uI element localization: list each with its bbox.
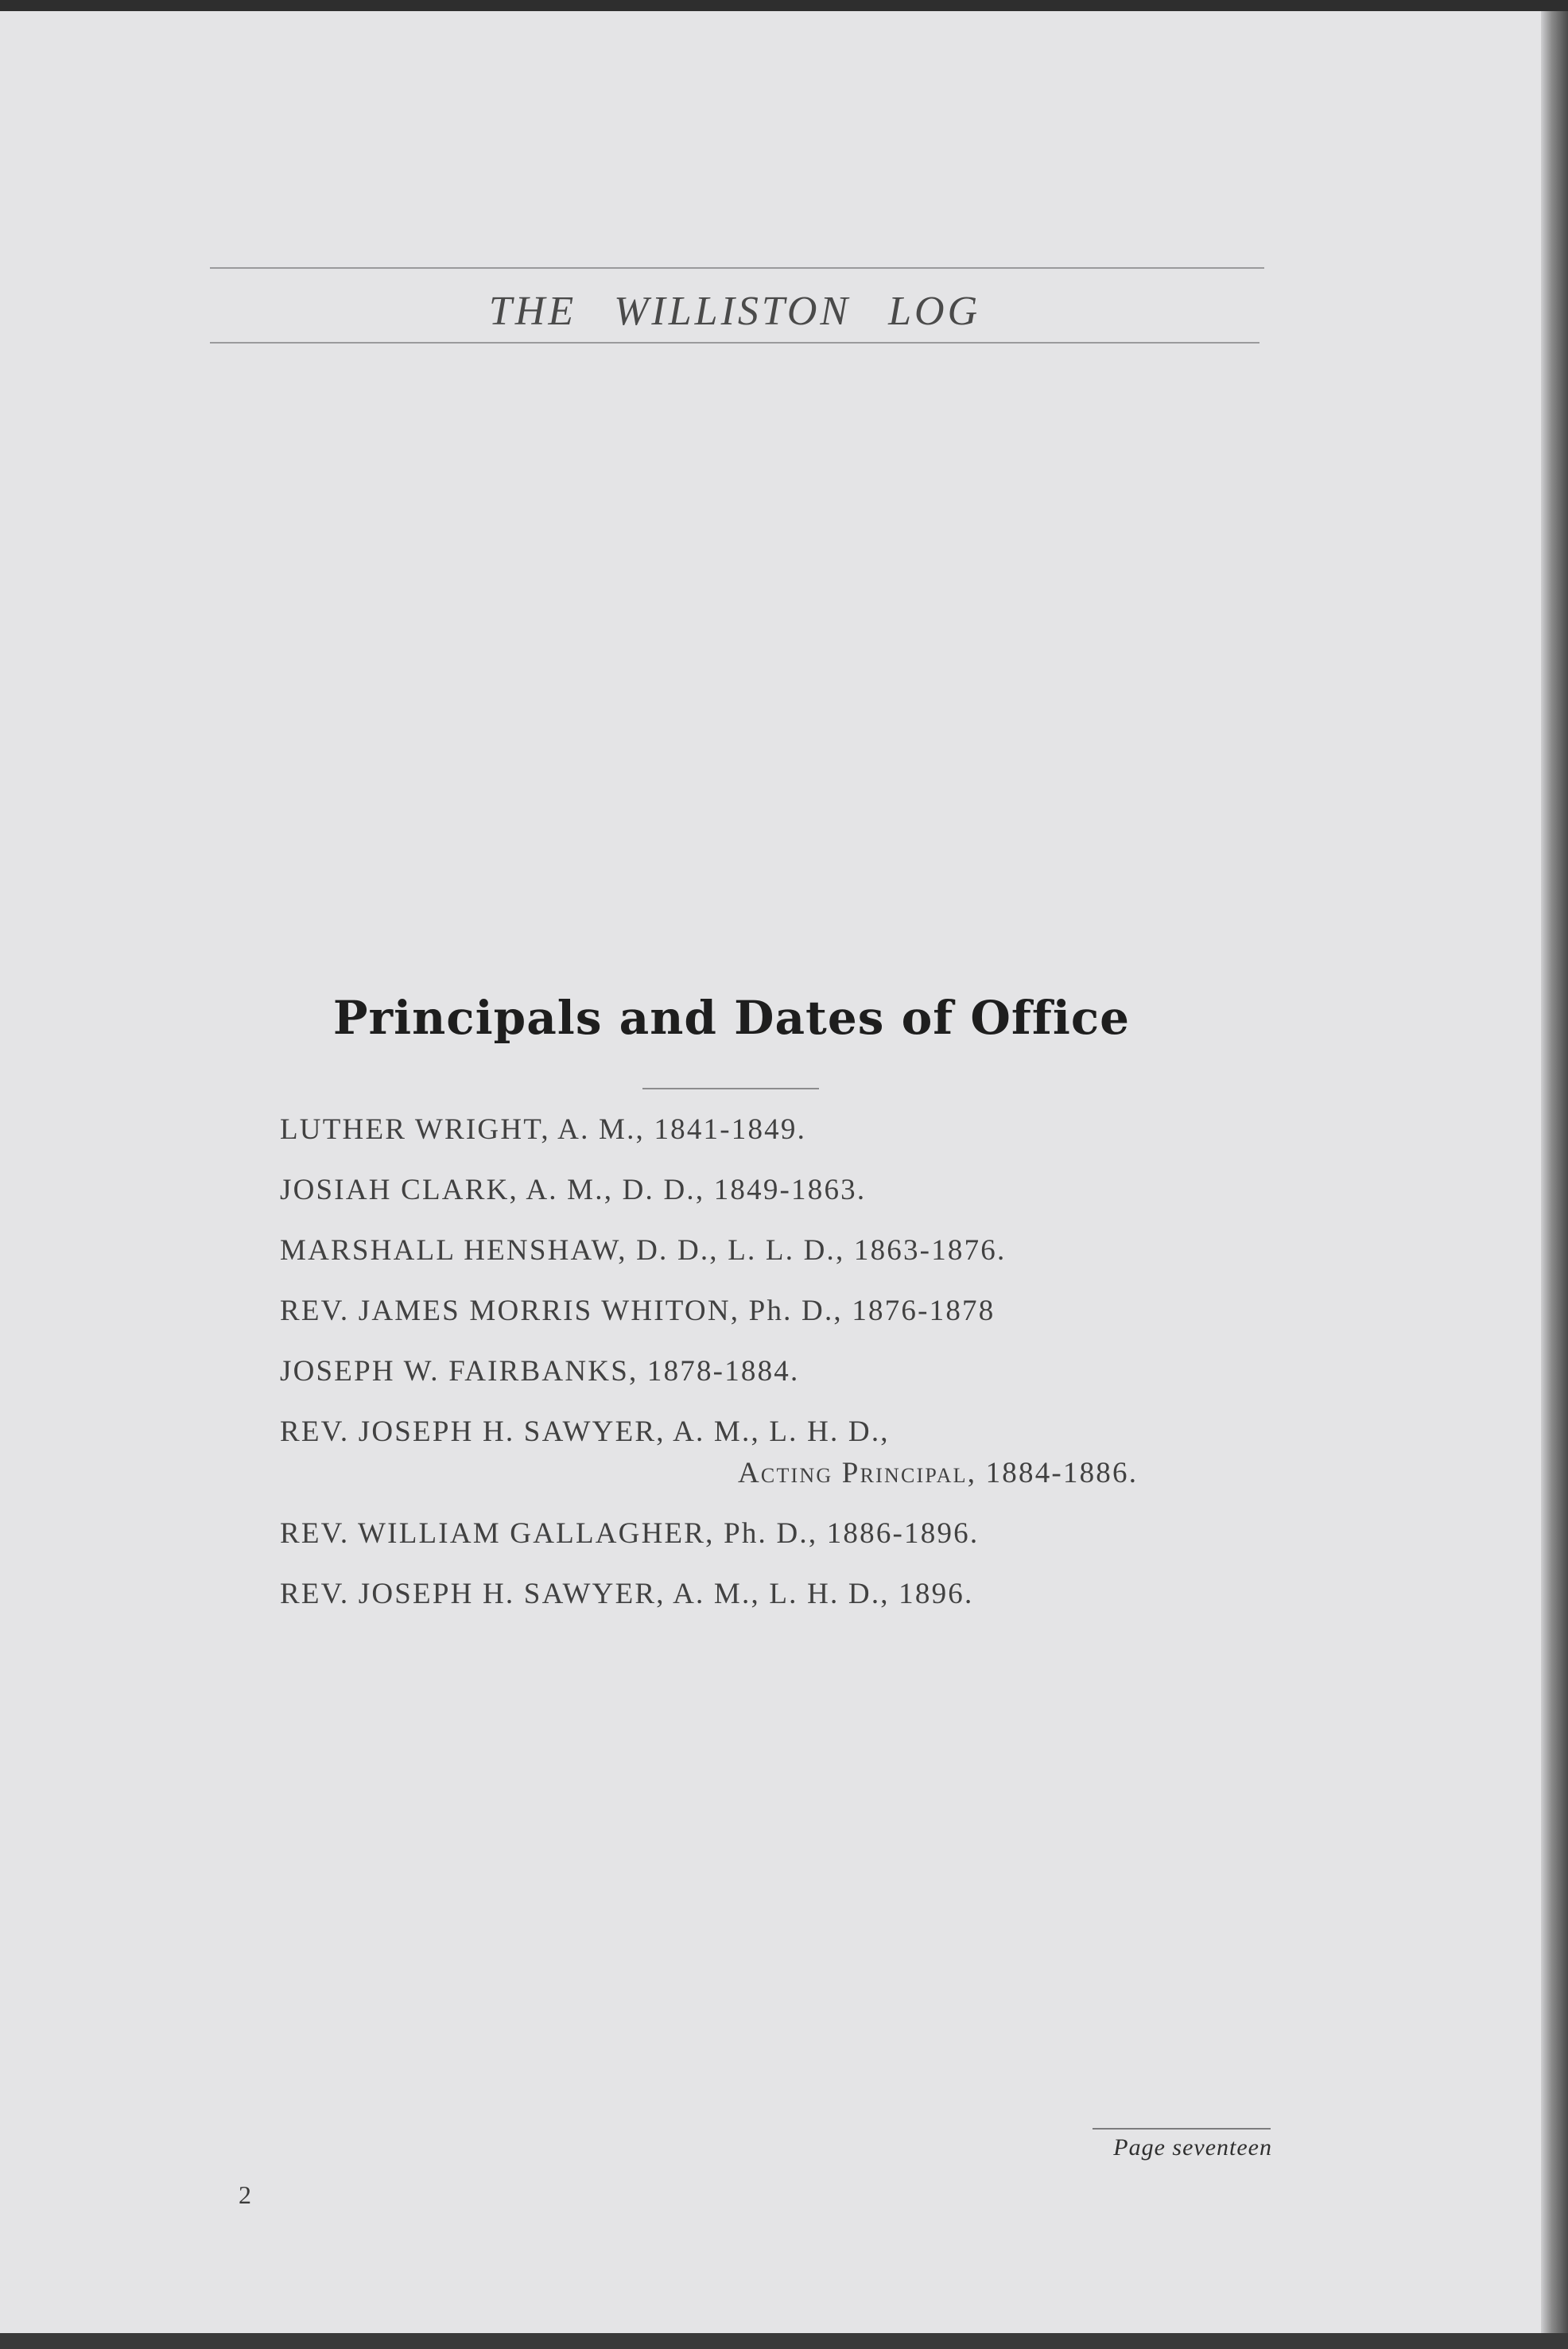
heading-divider (642, 1088, 819, 1089)
principal-entry-text: JOSIAH CLARK, A. M., D. D., 1849-1863. (280, 1174, 867, 1206)
principal-entry-text: MARSHALL HENSHAW, D. D., L. L. D., 1863-1876. (280, 1234, 1007, 1267)
running-title: THE WILLISTON LOG (488, 289, 981, 334)
principal-entry-text: REV. JOSEPH H. SAWYER, A. M., L. H. D., 1896. (280, 1578, 974, 1610)
principal-entry (280, 1113, 1314, 1147)
principal-entry (280, 1415, 1314, 1490)
principal-entry-text: REV. JOSEPH H. SAWYER, A. M., L. H. D., (280, 1415, 890, 1448)
principal-entry-text: JOSEPH W. FAIRBANKS, 1878-1884. (280, 1355, 800, 1388)
principal-entry (280, 1355, 1314, 1388)
principal-entry (280, 1174, 1314, 1207)
document-page (0, 11, 1541, 2333)
header-top-rule (210, 267, 1264, 269)
principal-entry-subline: Acting Principal, 1884-1886. (738, 1457, 1139, 1489)
page-label-rule (1093, 2128, 1271, 2130)
principal-entry (280, 1517, 1314, 1551)
folio-number: 2 (239, 2180, 251, 2209)
section-heading: Principals and Dates of Office (332, 991, 1131, 1045)
principal-entry-text: REV. JAMES MORRIS WHITON, Ph. D., 1876-1878 (280, 1295, 996, 1327)
principal-entry-text: LUTHER WRIGHT, A. M., 1841-1849. (280, 1113, 807, 1146)
principal-entry (280, 1295, 1314, 1328)
page-label: Page seventeen (1113, 2134, 1272, 2161)
scan-bottom-border (0, 2333, 1568, 2349)
principal-entry (280, 1578, 1314, 1611)
principal-entry (280, 1234, 1314, 1268)
header-bottom-rule (210, 342, 1259, 344)
principal-entry-text: REV. WILLIAM GALLAGHER, Ph. D., 1886-1896. (280, 1517, 980, 1550)
principals-list (280, 1113, 1314, 1611)
page-edge-shadow (1541, 11, 1568, 2333)
